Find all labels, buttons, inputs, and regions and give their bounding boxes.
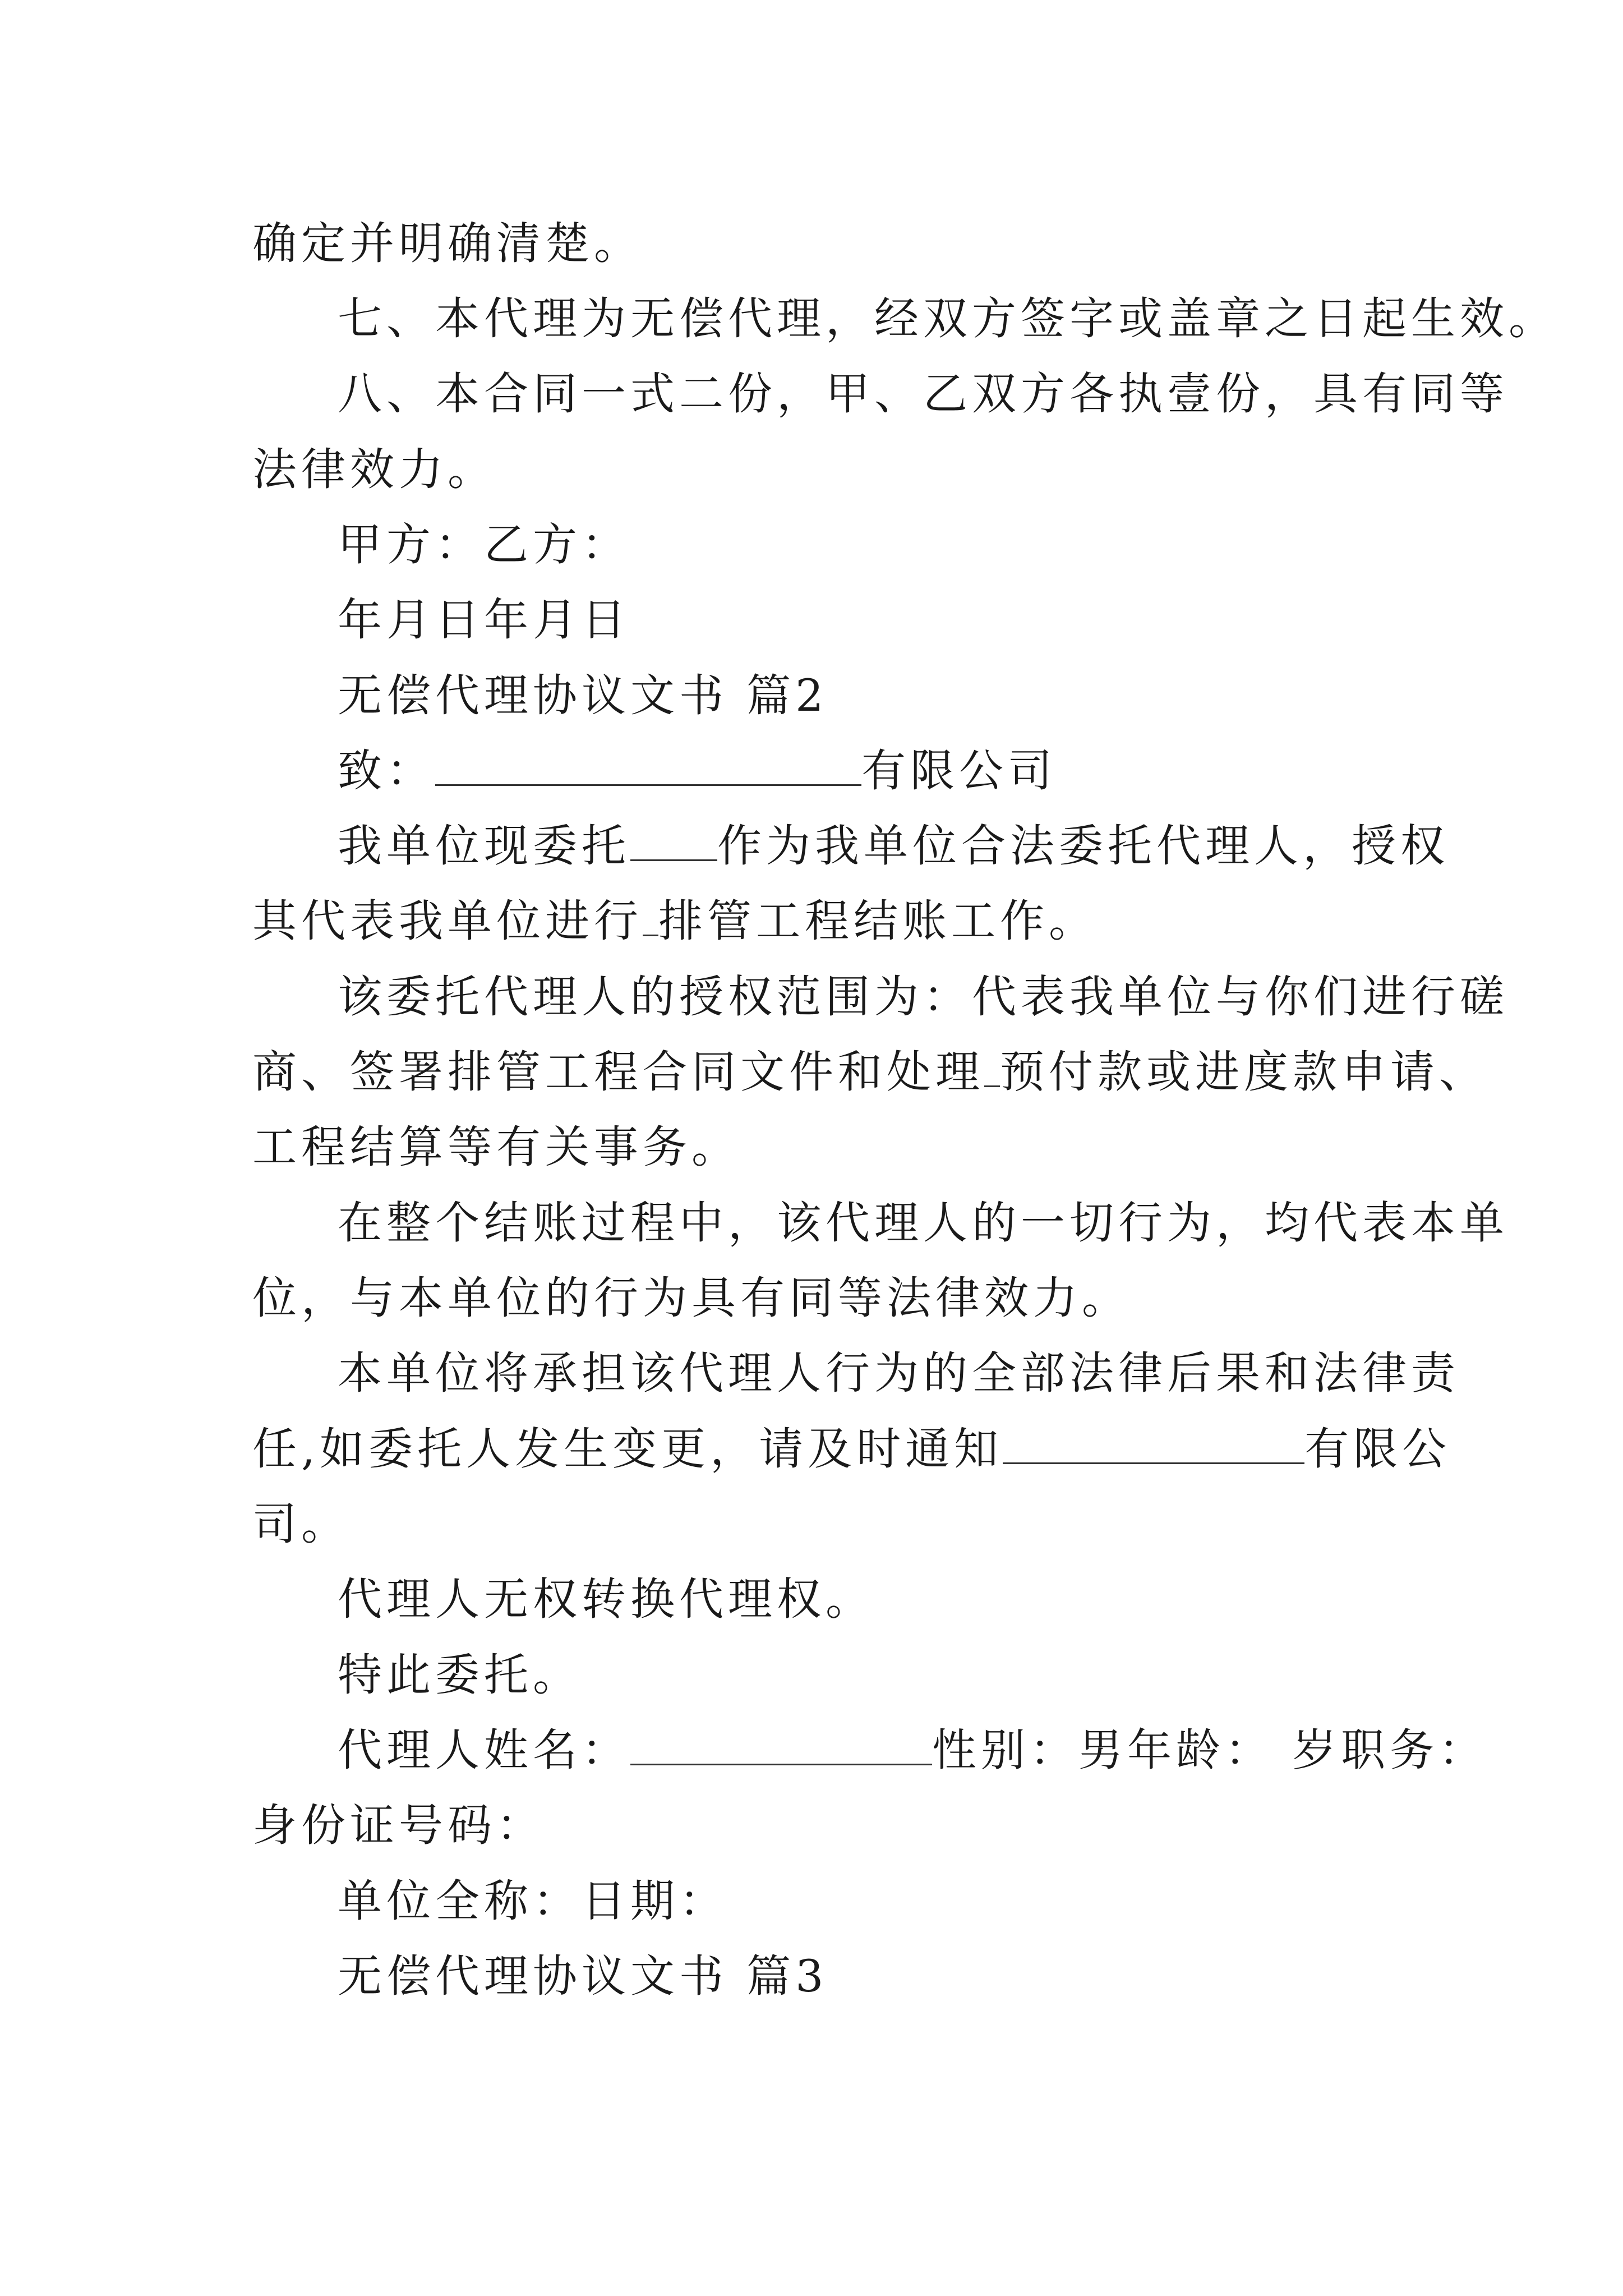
entrust-line-1 bbox=[338, 818, 1449, 874]
liability-line-3: 司。 bbox=[252, 1498, 350, 1550]
section-heading-2: 无偿代理协议文书 篇2 bbox=[338, 670, 828, 721]
process-line-1: 在整个结账过程中，该代理人的一切行为，均代表本单 bbox=[338, 1197, 1509, 1249]
agent-details-label: 性别：男年龄： 岁职务： bbox=[932, 1724, 1488, 1776]
scope-line-1: 该委托代理人的授权范围为：代表我单位与你们进行磋 bbox=[338, 971, 1509, 1023]
liability-line-1: 本单位将承担该代理人行为的全部法律后果和法律责 bbox=[338, 1347, 1460, 1399]
scope-blank bbox=[984, 1044, 1000, 1087]
clause-8-line-2: 法律效力。 bbox=[252, 444, 496, 495]
liability-text-a: 任,如委托人发生变更，请及时通知 bbox=[252, 1423, 1003, 1475]
party-signature-labels: 甲方：乙方： bbox=[338, 519, 630, 570]
entrust-text-a: 我单位现委托 bbox=[338, 820, 630, 872]
paragraph-6-continuation: 确定并明确清楚。 bbox=[252, 218, 643, 269]
entrust-line-2 bbox=[252, 893, 1098, 949]
addressee-prefix: 致： bbox=[338, 745, 435, 797]
liability-text-b: 有限公 bbox=[1304, 1423, 1451, 1475]
entrust2-text-b: 排管工程结账工作。 bbox=[658, 895, 1098, 947]
scope-line-3: 工程结算等有关事务。 bbox=[252, 1121, 740, 1173]
liability-line-2 bbox=[252, 1421, 1451, 1477]
entrust2-text-a: 其代表我单位进行 bbox=[252, 895, 643, 947]
hereby-entrust: 特此委托。 bbox=[338, 1649, 582, 1701]
scope-line-2 bbox=[252, 1044, 1488, 1100]
work-blank bbox=[643, 893, 658, 936]
scope-text-a: 商、签署排管工程合同文件和处理 bbox=[252, 1046, 984, 1098]
section-heading-3: 无偿代理协议文书 篇3 bbox=[338, 1950, 828, 2002]
unit-date-labels: 单位全称：日期： bbox=[338, 1875, 728, 1927]
company-name-blank bbox=[435, 743, 861, 786]
scope-text-b: 预付款或进度款申请、 bbox=[1000, 1046, 1488, 1098]
agent-name-label: 代理人姓名： bbox=[338, 1724, 630, 1776]
clause-7: 七、本代理为无偿代理，经双方签字或盖章之日起生效。 bbox=[338, 293, 1557, 344]
signature-dates: 年月日年月日 bbox=[338, 594, 630, 646]
clause-8-line-1: 八、本合同一式二份，甲、乙双方各执壹份，具有同等 bbox=[338, 368, 1509, 420]
entrust-text-b: 作为我单位合法委托代理人，授权 bbox=[717, 820, 1449, 872]
process-line-2: 位，与本单位的行为具有同等法律效力。 bbox=[252, 1272, 1131, 1324]
agent-info-line bbox=[338, 1722, 1487, 1778]
agent-name-blank bbox=[630, 818, 717, 861]
notify-company-blank bbox=[1003, 1421, 1304, 1464]
agent-name-field-blank bbox=[630, 1722, 932, 1765]
id-number-label: 身份证号码： bbox=[252, 1800, 545, 1851]
no-transfer-clause: 代理人无权转换代理权。 bbox=[338, 1573, 874, 1625]
addressee-line bbox=[338, 743, 1057, 799]
addressee-suffix: 有限公司 bbox=[861, 745, 1057, 797]
